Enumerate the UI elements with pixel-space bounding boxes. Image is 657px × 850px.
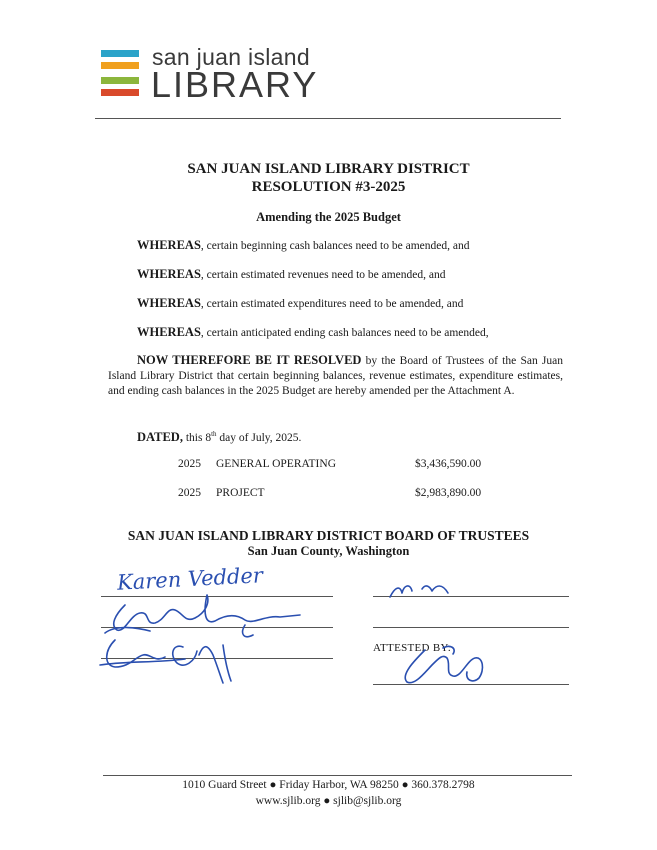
budget-line-year: 2025 bbox=[178, 458, 201, 470]
budget-line-year: 2025 bbox=[178, 487, 201, 499]
document-title: SAN JUAN ISLAND LIBRARY DISTRICT bbox=[187, 161, 470, 177]
board-title: SAN JUAN ISLAND LIBRARY DISTRICT BOARD OF TRUSTEES bbox=[127, 528, 530, 543]
budget-line-name: GENERAL OPERATING bbox=[216, 458, 336, 470]
whereas-clause: WHEREAS, certain anticipated ending cash balances need to be amended, bbox=[137, 325, 489, 339]
signature-line bbox=[373, 627, 569, 628]
whereas-clause: WHEREAS, certain beginning cash balances need to be amended, and bbox=[137, 238, 470, 252]
header-divider bbox=[95, 118, 561, 119]
dated-line: DATED, this 8th day of July, 2025. bbox=[137, 430, 302, 444]
attested-by-label: ATTESTED BY: bbox=[373, 642, 452, 654]
resolution-subject: Amending the 2025 Budget bbox=[256, 210, 401, 224]
trustee-signature-scribbles bbox=[95, 585, 345, 690]
resolution-number: RESOLUTION #3-2025 bbox=[251, 179, 406, 195]
attested-signature bbox=[395, 640, 505, 690]
board-county: San Juan County, Washington bbox=[247, 544, 410, 558]
footer-address: 1010 Guard Street ● Friday Harbor, WA 98250 ● 360.378.2798 bbox=[182, 779, 475, 791]
trustee-signature-initials bbox=[380, 575, 480, 605]
trustee-signature: Karen Vedder bbox=[116, 563, 264, 595]
budget-line-amount: $3,436,590.00 bbox=[415, 458, 482, 470]
library-logo-icon bbox=[101, 50, 141, 98]
whereas-clause: WHEREAS, certain estimated revenues need to be amended, and bbox=[137, 267, 446, 281]
budget-line-name: PROJECT bbox=[216, 487, 265, 499]
logo-text-line1: san juan island bbox=[152, 44, 310, 70]
resolved-paragraph: NOW THEREFORE BE IT RESOLVED by the Board of Trustees of the San Juan Island Library District that certain beginning balances, revenue estimates, expenditure estimates, and ending cash balances in the 2025 Budget are hereby amended per the Attachment A. bbox=[108, 353, 563, 397]
logo-text-line2: LIBRARY bbox=[151, 64, 319, 105]
budget-line-amount: $2,983,890.00 bbox=[415, 487, 482, 499]
footer-divider bbox=[103, 775, 572, 776]
whereas-clause: WHEREAS, certain estimated expenditures need to be amended, and bbox=[137, 296, 464, 310]
footer-web: www.sjlib.org ● sjlib@sjlib.org bbox=[255, 795, 402, 807]
